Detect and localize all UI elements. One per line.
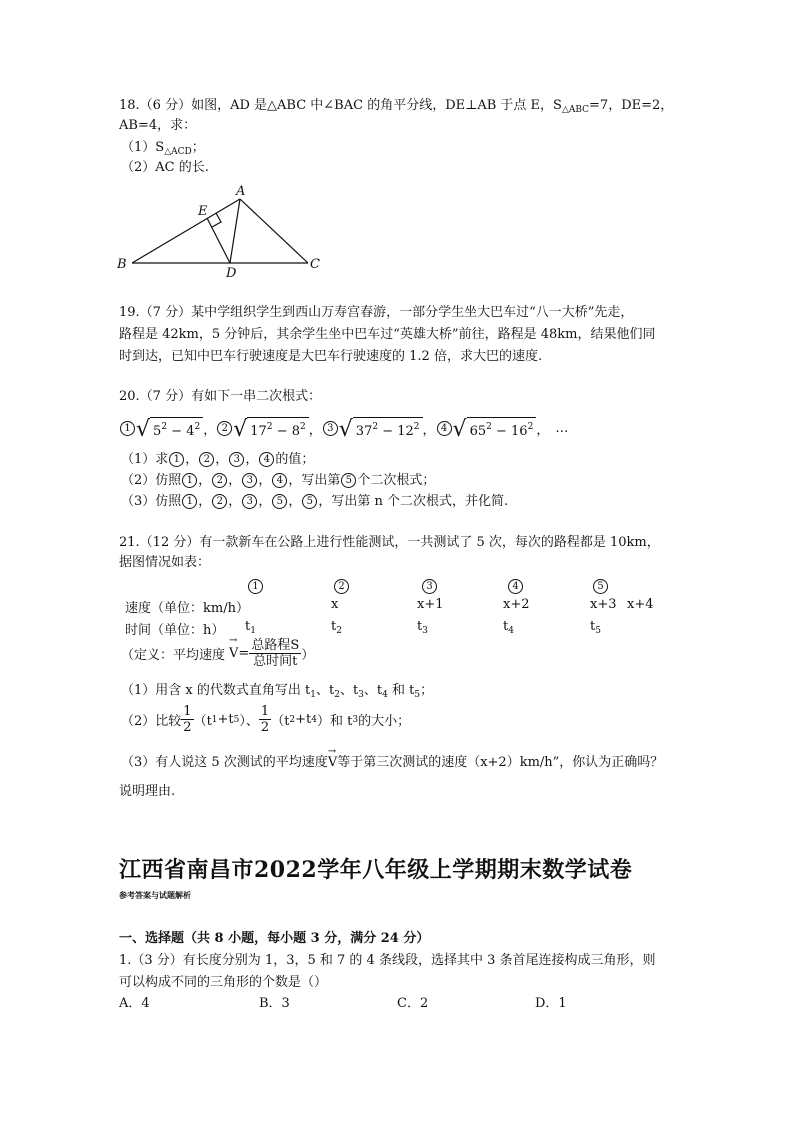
radical-1: √ $5^2 - 4^2$: [136, 415, 203, 441]
q19-line2: 路程是 42km，5 分钟后，其余学生坐中巴车过“英雄大桥”前往，路程是 48km，结果他们同: [119, 327, 656, 342]
segment-ab: [132, 199, 240, 263]
label-a: A: [236, 184, 246, 199]
segment-ad: [230, 199, 240, 263]
q18-item1: $(1)S_{\triangle ACD}$；: [121, 140, 205, 157]
q19-line1: 19.（7 分）某中学组织学生到西山万寿宫春游，一部分学生坐大巴车过“八一大桥”先走，: [119, 305, 634, 320]
speed-label: 速度（单位：km/h）: [125, 601, 249, 616]
a-q1-line2: 可以构成不同的三角形的个数是（）: [119, 975, 328, 990]
header-mark-3: 3: [422, 579, 437, 594]
option-c: C．2: [397, 996, 429, 1011]
q21-sub1: （1）用含 x 的代数式直角写出 $t_1$、$t_2$、$t_3$、$t_4$ 和 $t_5$；: [121, 683, 434, 700]
label-c: C: [310, 257, 320, 272]
q20-intro: 20.（7 分）有如下一串二次根式：: [119, 389, 322, 404]
q20-item2: （2）仿照 1 ， 2 ， 3 ， 4 ，写出第 5 个二次根式；: [121, 473, 436, 488]
speed-value: x+3: [590, 597, 617, 612]
triangle-figure: [112, 182, 332, 282]
answer-title: 江西省南昌市2022学年八年级上学期期末数学试卷: [119, 857, 633, 883]
option-b: B．3: [259, 996, 290, 1011]
q21-sub2: （2）比较 $\frac{1}{2}$ （t 1 +t 5 ）、 $\frac{1}{2}$ （t 2 +t 4 ）和 t 3 的大小；: [121, 704, 411, 735]
q21-sub3: （3）有人说这 5 次测试的平均速度→ V等于第三次测试的速度（x+2）km/h”，你认为正确吗？: [121, 753, 663, 773]
label-e: E: [198, 204, 208, 219]
segment-ac: [240, 199, 308, 263]
radical-4: √ $65^2 - 16^2$: [453, 415, 537, 441]
q18-line1: 18.（6 分）如图，AD 是△ABC 中∠BAC 的角平分线，DE⊥AB 于点 E，$S_{\triangle ABC}=7$，DE=2，: [119, 98, 674, 115]
time-value: $t_4$: [503, 619, 514, 636]
q18-item2: （2）AC 的长.: [121, 160, 209, 175]
time-value: $t_2$: [331, 619, 342, 636]
radical-3: √ $37^2 - 12^2$: [339, 415, 423, 441]
header-mark-1: 1: [248, 579, 263, 594]
q21-definition: （定义：平均速度 → V = $\frac{\text{总路程S}}{\text{总时间t}}$ ）: [121, 638, 314, 669]
q19-line3: 时到达，已知中巴车行驶速度是大巴车行驶速度的 1.2 倍，求大巴的速度.: [119, 349, 543, 364]
q18-line2: AB=4，求：: [119, 118, 197, 133]
answer-subtitle: 参考答案与试题解析: [119, 890, 191, 900]
q21-sub3-line2: 说明理由.: [119, 784, 176, 799]
q20-item3: （3）仿照 1 ， 2 ， 3 ， 5 ， 5 ，写出第 n 个二次根式，并化简.: [121, 494, 509, 509]
time-value: $t_1$: [245, 619, 256, 636]
q21-line2: 据图情况如表：: [119, 555, 211, 570]
time-value: $t_3$: [417, 619, 428, 636]
header-mark-4: 4: [508, 579, 523, 594]
speed-value: x+1: [417, 597, 444, 612]
speed-value: x+4: [627, 597, 654, 612]
radical-2: √ $17^2 - 8^2$: [233, 415, 309, 441]
time-label: 时间（单位：h）: [125, 623, 225, 638]
q20-item1: （1）求 1 ， 2 ， 3 ， 4 的值；: [121, 452, 315, 467]
section-heading: 一、选择题（共 8 小题，每小题 3 分，满分 24 分）: [119, 931, 430, 946]
q20-radicals: 1 √ $5^2 - 4^2$ ， 2 √ $17^2 - 8^2$ ， 3 √ $37^2 - 12^2$ ， 4 √ $65^2 - 16^2$ ， …: [119, 415, 568, 441]
label-d: D: [226, 266, 237, 281]
a-q1-line1: 1.（3 分）有长度分别为 1，3，5 和 7 的 4 条线段，选择其中 3 条首尾连接构成三角形，则: [119, 953, 656, 968]
header-mark-5: 5: [593, 579, 608, 594]
option-d: D．1: [535, 996, 567, 1011]
label-b: B: [117, 257, 127, 272]
speed-value: x+2: [503, 597, 530, 612]
segment-de: [207, 218, 230, 263]
header-mark-2: 2: [334, 579, 349, 594]
option-a: A．4: [119, 996, 150, 1011]
q21-line1: 21.（12 分）有一款新车在公路上进行性能测试，一共测试了 5 次，每次的路程都是 10km，: [119, 535, 660, 550]
speed-value: x: [331, 597, 339, 612]
time-value: $t_5$: [590, 619, 601, 636]
